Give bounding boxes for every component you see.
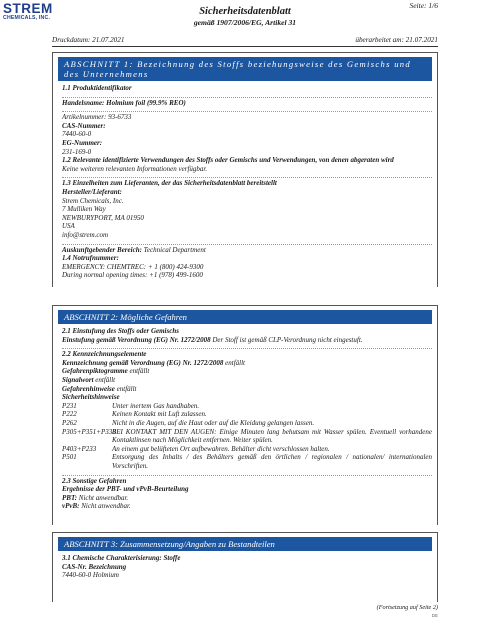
phrase-code: P305+P351+P338 xyxy=(62,427,116,436)
page-number: Seite: 1/6 xyxy=(409,1,438,10)
classification-line: Einstufung gemäß Verordnung (EG) Nr. 1272/2008 Der Stoff ist gemäß CLP-Verordnung nicht eingestuft. xyxy=(62,335,363,344)
info-label: Auskunftgebender Bereich: xyxy=(62,245,142,254)
document-subtitle: gemäß 1907/2006/EG, Artikel 31 xyxy=(193,18,297,27)
precautionary-phrase-list xyxy=(62,402,432,471)
hazard-statement-line: Gefahrenhinweise entfällt xyxy=(62,384,137,393)
section-3-body xyxy=(58,551,432,582)
emergency-number: EMERGENCY: CHEMTREC: + 1 (800) 424-9300 xyxy=(62,262,204,271)
date-line xyxy=(52,36,438,45)
trade-name: Handelsname: Holmium foil (99.9% REO) xyxy=(62,98,186,107)
eg-label: EG-Nummer: xyxy=(62,138,103,147)
pbt-heading: Ergebnisse der PBT- und vPvB-Beurteilung xyxy=(62,485,189,494)
document-title: Sicherheitsdatenblatt xyxy=(199,6,291,17)
subsection-2-2: 2.2 Kennzeichnungselemente xyxy=(62,350,147,359)
phrase-code: P231 xyxy=(62,401,77,410)
divider xyxy=(62,240,432,245)
phrase-text: Unter inertem Gas handhaben. xyxy=(112,401,200,410)
info-department xyxy=(62,246,432,255)
pbt-line: PBT: Nicht anwendbar. xyxy=(62,493,129,502)
logo-mark: STREM xyxy=(3,1,53,16)
subsection-3-1: 3.1 Chemische Charakterisierung: Stoffe xyxy=(62,554,181,562)
phrase-text: Keinen Kontakt mit Luft zulassen. xyxy=(112,410,207,419)
signal-word-line: Signalwort entfällt xyxy=(62,375,116,384)
divider xyxy=(62,471,432,476)
address-line: 7 Mulliken Way xyxy=(62,205,106,214)
language-code: DE xyxy=(431,613,438,618)
subsection-1-1: 1.1 Produktidentifikator xyxy=(62,84,132,92)
precautionary-phrase xyxy=(62,445,432,454)
logo-subtitle: CHEMICALS, INC. xyxy=(3,15,51,21)
phrase-text: BEI KONTAKT MIT DEN AUGEN: Einige Minuten lang behutsam mit Wasser spülen. Eventuell vorhandene Kontaktlinsen nach Möglichkeit entfernen. Weiter spülen. xyxy=(112,427,432,445)
subsection-2-1: 2.1 Einstufung des Stoffs oder Gemischs xyxy=(62,327,179,335)
precautionary-phrase xyxy=(62,402,432,411)
subsection-1-2: 1.2 Relevante identifizierte Verwendungen des Stoffs oder Gemischs und Verwendungen, von denen abgeraten wird xyxy=(62,156,394,165)
phrase-code: P222 xyxy=(62,410,77,419)
subsection-1-2-value: Keine weiteren relevanten Informationen verfügbar. xyxy=(62,164,208,173)
cas-table-row: 7440-60-0 Holmium xyxy=(62,571,119,580)
phrase-code: P403+P233 xyxy=(62,444,97,453)
divider xyxy=(62,107,432,112)
revision-date: überarbeitet am: 21.07.2021 xyxy=(355,36,438,44)
info-value: Technical Department xyxy=(143,245,206,254)
supplier-email: info@strem.com xyxy=(62,230,109,239)
address-line: USA xyxy=(62,222,75,231)
precautionary-phrase xyxy=(62,453,432,470)
section-3-heading: ABSCHNITT 3: Zusammensetzung/Angaben zu Bestandteilen xyxy=(58,537,432,551)
vpvb-line: vPvB: Nicht anwendbar. xyxy=(62,502,131,511)
section-2-body xyxy=(58,324,432,513)
precautionary-phrase xyxy=(62,410,432,419)
subsection-1-4: 1.4 Notrufnummer: xyxy=(62,254,119,263)
divider xyxy=(62,93,432,98)
opening-hours-number: During normal opening times: +1 (978) 499-1600 xyxy=(62,271,203,280)
precautionary-phrase xyxy=(62,419,432,428)
phrase-text: Entsorgung des Inhalts / des Behälters gemäß den örtlichen / regionalen / nationalen/ internationalen Vorschriften. xyxy=(112,453,432,470)
phrase-text: An einem gut belüfteten Ort aufbewahren. Behälter dicht verschlossen halten. xyxy=(112,444,330,453)
labelling-line: Kennzeichnung gemäß Verordnung (EG) Nr. 1272/2008 entfällt xyxy=(62,358,246,367)
divider xyxy=(62,344,432,349)
precautionary-phrase xyxy=(62,428,432,445)
divider xyxy=(62,173,432,178)
safety-label: Sicherheitshinweise xyxy=(62,393,120,402)
section-2 xyxy=(52,305,438,525)
cas-table-header: CAS-Nr. Bezeichnung xyxy=(62,562,127,571)
header-rule xyxy=(52,46,438,47)
section-2-heading: ABSCHNITT 2: Mögliche Gefahren xyxy=(58,310,432,324)
section-3 xyxy=(52,532,438,602)
section-1-body xyxy=(58,81,432,282)
section-1-heading: ABSCHNITT 1: Bezeichnung des Stoffs beziehungsweise des Gemischs und des Unternehmens xyxy=(58,57,432,81)
subsection-1-3: 1.3 Einzelheiten zum Lieferanten, der das Sicherheitsdatenblatt bereitstellt xyxy=(62,179,277,188)
address-line: Strem Chemicals, Inc. xyxy=(62,196,124,205)
cas-label: CAS-Nummer: xyxy=(62,121,106,130)
pictogram-line: Gefahrenpiktogramme entfällt xyxy=(62,367,150,376)
eg-value: 231-169-0 xyxy=(62,147,92,156)
print-date: Druckdatum: 21.07.2021 xyxy=(52,36,125,44)
phrase-code: P262 xyxy=(62,418,77,427)
subsection-2-3: 2.3 Sonstige Gefahren xyxy=(62,476,127,485)
address-line: NEWBURYPORT, MA 01950 xyxy=(62,213,144,222)
phrase-text: Nicht in die Augen, auf die Haut oder auf die Kleidung gelangen lassen. xyxy=(112,418,315,427)
supplier-label: Hersteller/Lieferant: xyxy=(62,187,122,196)
article-number: Artikelnummer: 93-6733 xyxy=(62,113,132,122)
continued-note: (Fortsetzung auf Seite 2) xyxy=(376,604,438,611)
phrase-code: P501 xyxy=(62,453,77,462)
section-1 xyxy=(52,52,438,287)
cas-value: 7440-60-0 xyxy=(62,130,92,139)
